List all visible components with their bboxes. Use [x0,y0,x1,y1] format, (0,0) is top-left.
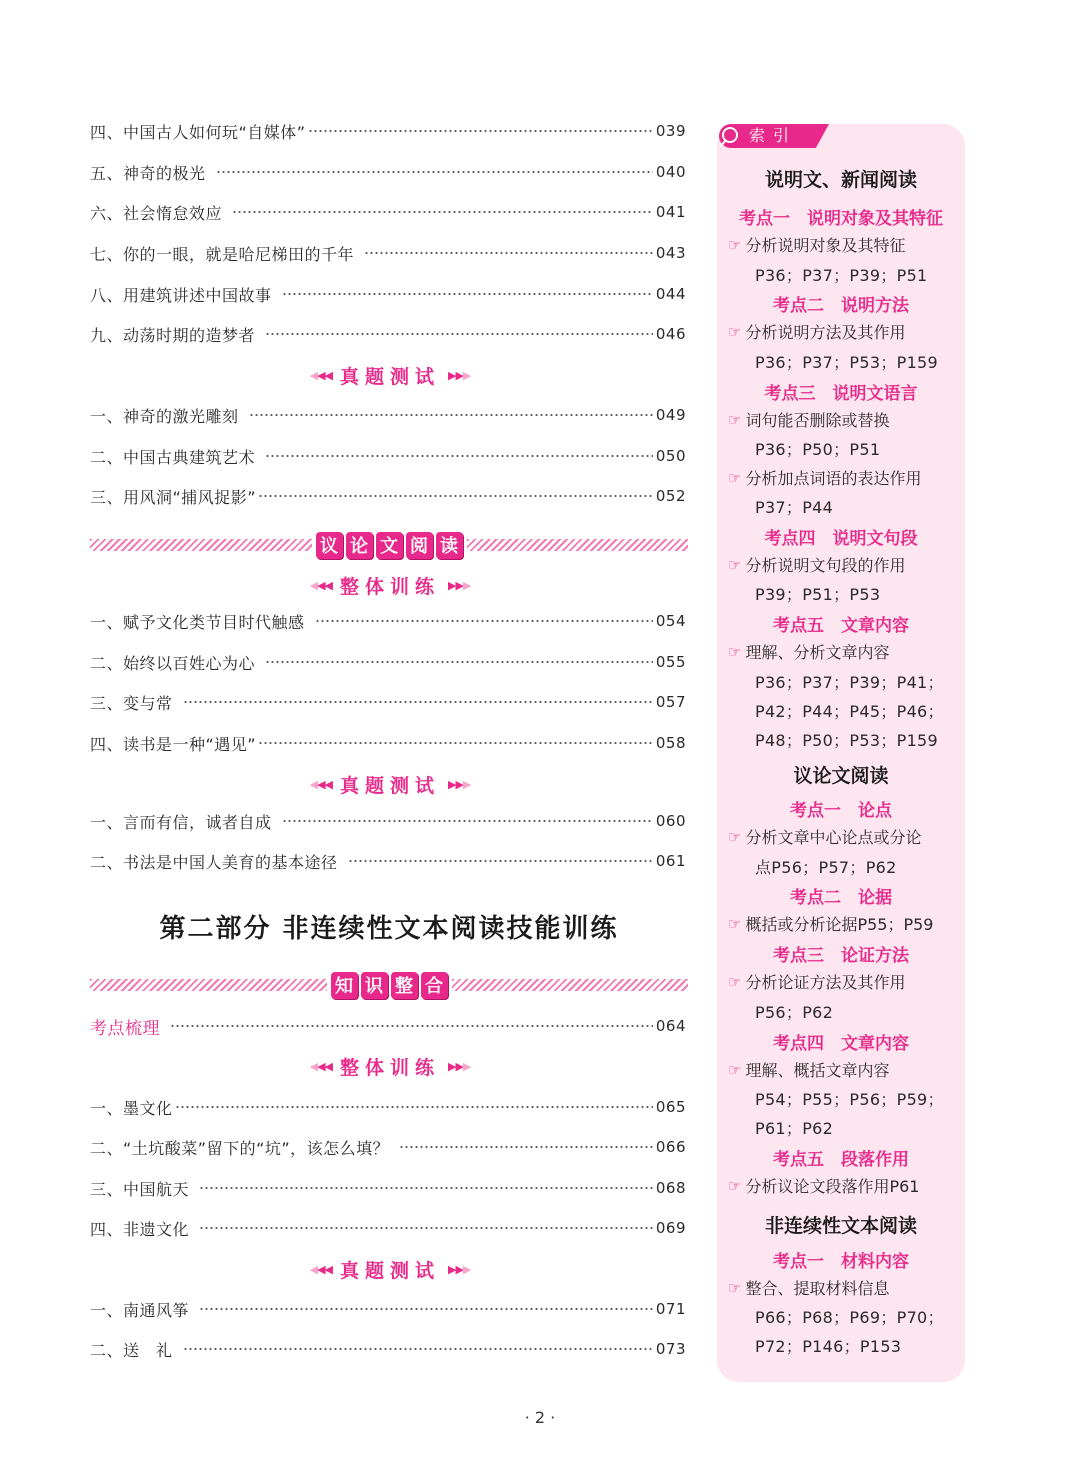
toc-entry[interactable] [90,402,686,428]
leader-dots [199,1308,653,1310]
banner-stripe [90,539,312,551]
toc-entry-page: 041 [655,203,686,221]
pointing-hand-icon: ☞ [728,322,742,341]
index-refs: P48；P50；P53；P159 [755,731,939,750]
leader-dots [315,620,653,622]
right-arrows-icon: ▶▶▶ [448,578,471,592]
left-arrows-icon: ◀◀◀ [309,578,332,592]
section-banner-argumentative [90,529,688,561]
index-item-label: 概括或分析论据P55；P59 [745,915,934,934]
toc-entry-title: 二、书法是中国人美育的基本途径 [90,852,338,872]
index-tab [719,124,829,148]
index-refs: P36；P37；P39；P51 [755,266,928,285]
toc-entry-title: 一、墨文化 [90,1098,173,1118]
index-item-label: 分析说明对象及其特征 [745,236,906,255]
leader-dots [175,1106,653,1108]
index-refs: P36；P37；P39；P41； [755,673,944,692]
toc-entry-page: 039 [655,122,686,140]
index-item[interactable] [728,1058,960,1081]
toc-entry[interactable] [90,1215,686,1241]
index-kaodian[interactable]: 考点三 说明文语言 [764,384,918,404]
index-kaodian[interactable]: 考点一 材料内容 [773,1252,909,1272]
index-item[interactable] [728,553,960,576]
toc-entry-page: 055 [655,653,686,671]
leader-dots [170,1025,653,1027]
section-subheading [240,571,540,599]
toc-entry[interactable] [90,848,686,874]
index-refs: P54；P55；P56；P59； [755,1090,944,1109]
pointing-hand-icon: ☞ [728,555,742,574]
toc-entry-title: 二、始终以百姓心为心 [90,653,256,673]
toc-entry-title: 三、用风洞“捕风捉影” [90,487,257,507]
leader-dots [308,130,653,132]
toc-entry-title: 二、“土坑酸菜”留下的“坑”，该怎么填？ [90,1138,390,1158]
leader-dots [258,495,653,497]
toc-entry[interactable] [90,483,686,509]
leader-dots [265,661,653,663]
toc-entry-page: 069 [655,1219,686,1237]
index-item-label: 词句能否删除或替换 [745,411,890,430]
toc-entry-title: 四、中国古人如何玩“自媒体” [90,122,306,142]
index-refs: P56；P62 [755,1003,834,1022]
index-item[interactable] [728,408,960,431]
index-kaodian[interactable]: 考点四 说明文句段 [764,529,918,549]
index-item-label: 分析说明方法及其作用 [745,323,906,342]
leader-dots [265,333,653,335]
banner-char: 议 [316,532,343,559]
index-item-label: 分析文章中心论点或分论 [745,828,922,847]
index-refs: P39；P51；P53 [755,585,881,604]
banner-char: 阅 [406,532,433,559]
toc-entry[interactable] [90,1336,686,1362]
leader-dots [216,171,653,173]
left-arrows-icon: ◀◀◀ [309,1059,332,1073]
index-kaodian[interactable]: 考点五 文章内容 [773,616,909,636]
index-tab-label: 索引 [749,126,798,145]
index-item[interactable] [728,970,960,993]
banner-stripe [452,979,689,991]
leader-dots [183,1348,653,1350]
toc-entry[interactable] [90,649,686,675]
pointing-hand-icon: ☞ [728,235,742,254]
toc-entry-page: 064 [655,1017,686,1035]
pointing-hand-icon: ☞ [728,642,742,661]
banner-char: 整 [391,972,418,999]
toc-entry[interactable] [90,1094,686,1120]
leader-dots [232,211,653,213]
leader-dots [258,742,653,744]
toc-entry-page: 068 [655,1179,686,1197]
leader-dots [282,820,653,822]
pointing-hand-icon: ☞ [728,914,742,933]
index-kaodian[interactable]: 考点五 段落作用 [773,1150,909,1170]
toc-entry-title: 八、用建筑讲述中国故事 [90,285,272,305]
index-kaodian[interactable]: 考点二 说明方法 [773,296,909,316]
leader-dots [364,252,653,254]
toc-entry-page: 058 [655,734,686,752]
toc-entry[interactable] [90,730,686,756]
subheading-label: 真题测试 [339,365,440,388]
banner-char: 论 [346,532,373,559]
index-item[interactable] [728,912,960,935]
toc-entry[interactable] [90,240,686,266]
toc-entry-title: 七、你的一眼，就是哈尼梯田的千年 [90,244,355,264]
pointing-hand-icon: ☞ [728,410,742,429]
magnifier-icon [722,127,738,143]
index-kaodian[interactable]: 考点一 论点 [790,801,892,821]
toc-entry-title: 一、言而有信，诚者自成 [90,812,272,832]
toc-entry-title: 五、神奇的极光 [90,163,206,183]
toc-entry-title: 一、赋予文化类节目时代触感 [90,612,305,632]
toc-entry[interactable] [90,281,686,307]
index-item[interactable] [728,233,960,256]
index-item-label: 理解、分析文章内容 [745,643,890,662]
toc-entry-page: 061 [655,852,686,870]
toc-entry[interactable] [90,199,686,225]
banner-title [331,972,448,999]
banner-char: 识 [361,972,388,999]
index-refs: P61；P62 [755,1119,834,1138]
toc-entry-page: 066 [655,1138,686,1156]
leader-dots [199,1227,653,1229]
pointing-hand-icon: ☞ [728,1060,742,1079]
toc-entry[interactable] [90,1134,686,1160]
index-item-label: 分析说明文句段的作用 [745,556,906,575]
banner-title [316,532,463,559]
banner-stripe [90,979,327,991]
right-arrows-icon: ▶▶▶ [448,1059,471,1073]
toc-entry-page: 073 [655,1340,686,1358]
index-item[interactable] [728,1174,960,1197]
index-item[interactable] [728,1276,960,1299]
pointing-hand-icon: ☞ [728,827,742,846]
left-arrows-icon: ◀◀◀ [309,1262,332,1276]
toc-entry[interactable] [90,1296,686,1322]
leader-dots [249,414,653,416]
index-item[interactable] [728,825,960,848]
index-section-title: 非连续性文本阅读 [764,1215,917,1237]
pointing-hand-icon: ☞ [728,972,742,991]
toc-entry-page: 044 [655,285,686,303]
index-refs: P72；P146；P153 [755,1337,902,1356]
toc-entry[interactable] [90,443,686,469]
index-item[interactable] [728,640,960,663]
toc-entry-title: 六、社会惰怠效应 [90,203,223,223]
toc-entry-title: 一、神奇的激光雕刻 [90,406,239,426]
part-title: 第二部分 非连续性文本阅读技能训练 [159,914,619,944]
banner-char: 合 [421,972,448,999]
pointing-hand-icon: ☞ [728,468,742,487]
toc-entry-page: 071 [655,1300,686,1318]
toc-entry-page: 054 [655,612,686,630]
toc-entry-title: 三、中国航天 [90,1179,190,1199]
index-kaodian[interactable]: 考点二 论据 [790,888,892,908]
index-section-title: 议论文阅读 [793,765,889,787]
toc-entry[interactable] [90,321,686,347]
right-arrows-icon: ▶▶▶ [448,777,471,791]
toc-entry[interactable] [90,159,686,185]
toc-entry-title: 二、送 礼 [90,1340,173,1360]
index-kaodian[interactable]: 考点三 论证方法 [773,946,909,966]
index-item-label: 分析议论文段落作用P61 [745,1177,920,1196]
right-arrows-icon: ▶▶▶ [448,1262,471,1276]
index-item[interactable] [728,466,960,489]
leader-dots [282,293,653,295]
leader-dots [399,1146,653,1148]
toc-entry-kaodian[interactable] [90,1013,686,1039]
page-number: · 2 · [524,1408,556,1427]
section-subheading [240,1255,540,1283]
section-subheading [240,361,540,389]
index-refs: P37；P44 [755,498,834,517]
index-refs: P36；P50；P51 [755,440,881,459]
toc-entry[interactable] [90,808,686,834]
toc-entry-title: 考点梳理 [90,1018,160,1039]
index-item-label: 整合、提取材料信息 [745,1279,890,1298]
toc-entry-page: 052 [655,487,686,505]
toc-entry-title: 二、中国古典建筑艺术 [90,447,256,467]
subheading-label: 整体训练 [339,1056,440,1079]
pointing-hand-icon: ☞ [728,1176,742,1195]
toc-entry-page: 060 [655,812,686,830]
toc-entry-page: 050 [655,447,686,465]
section-subheading [240,770,540,798]
index-kaodian[interactable]: 考点一 说明对象及其特征 [739,209,943,229]
index-kaodian[interactable]: 考点四 文章内容 [773,1034,909,1054]
section-subheading [240,1052,540,1080]
banner-char: 读 [436,532,463,559]
toc-entry-title: 九、动荡时期的造梦者 [90,325,256,345]
index-item[interactable] [728,320,960,343]
toc-entry[interactable] [90,118,686,144]
toc-entry[interactable] [90,608,686,634]
banner-char: 文 [376,532,403,559]
index-refs: 点P56；P57；P62 [755,858,897,877]
banner-char: 知 [331,972,358,999]
toc-entry-title: 四、读书是一种“遇见” [90,734,257,754]
index-refs: P36；P37；P53；P159 [755,353,939,372]
toc-entry-page: 065 [655,1098,686,1116]
subheading-label: 整体训练 [339,575,440,598]
index-item-label: 分析加点词语的表达作用 [745,469,922,488]
toc-entry[interactable] [90,689,686,715]
toc-entry[interactable] [90,1175,686,1201]
toc-entry-title: 三、变与常 [90,693,173,713]
leader-dots [183,701,653,703]
toc-entry-title: 一、南通风筝 [90,1300,190,1320]
banner-stripe [467,539,689,551]
index-refs: P66；P68；P69；P70； [755,1308,944,1327]
toc-entry-page: 040 [655,163,686,181]
left-arrows-icon: ◀◀◀ [309,777,332,791]
index-refs: P42；P44；P45；P46； [755,702,944,721]
index-item-label: 理解、概括文章内容 [745,1061,890,1080]
toc-entry-page: 057 [655,693,686,711]
section-banner-knowledge [90,969,688,1001]
pointing-hand-icon: ☞ [728,1278,742,1297]
toc-entry-page: 049 [655,406,686,424]
index-section-title: 说明文、新闻阅读 [764,169,917,191]
toc-entry-page: 046 [655,325,686,343]
leader-dots [265,455,653,457]
right-arrows-icon: ▶▶▶ [448,368,471,382]
index-item-label: 分析论证方法及其作用 [745,973,906,992]
subheading-label: 真题测试 [339,1259,440,1282]
toc-entry-page: 043 [655,244,686,262]
toc-entry-title: 四、非遗文化 [90,1219,190,1239]
left-arrows-icon: ◀◀◀ [309,368,332,382]
leader-dots [199,1187,653,1189]
leader-dots [348,860,653,862]
subheading-label: 真题测试 [339,774,440,797]
